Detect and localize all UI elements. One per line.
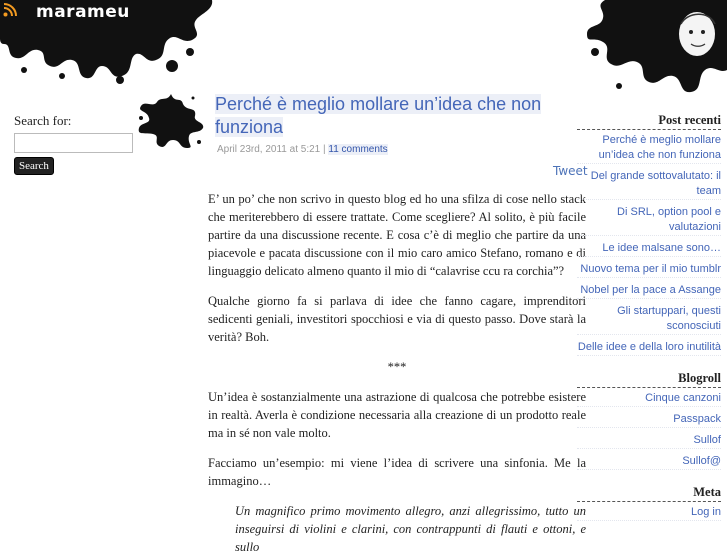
recent-posts-widget	[577, 112, 721, 356]
right-sidebar	[577, 112, 721, 535]
search-widget	[14, 113, 144, 175]
post-meta	[217, 144, 388, 155]
meta-widget	[577, 484, 721, 521]
post-date: April 23rd, 2011 at 5:21	[217, 144, 321, 155]
site-title[interactable]: marameu	[36, 2, 130, 22]
recent-post-link[interactable]: Del grande sottovalutato: il team	[577, 169, 721, 200]
search-button[interactable]: Search	[14, 157, 54, 175]
post-paragraph: E’ un po’ che non scrivo in questo blog ed ho una sfilza di cose nello stack che meriterebbero di essere trattate. Come scegliere? Al solito, è più facile partire da una discussione recente. E cosa c’è di meglio che partire da una piacevole e pacata discussione con il mio caro amico Stefano, romano e di linguaggio delicato almeno quanto il mio di “calavrise ccu ra corchia”?	[208, 192, 586, 278]
recent-post-link[interactable]: Di SRL, option pool e valutazioni	[577, 205, 721, 236]
blogroll-link[interactable]: Cinque canzoni	[577, 391, 721, 407]
post-paragraph: Un’idea è sostanzialmente una astrazione di qualcosa che potrebbe esistere in realtà. Averla è condizione necessaria alla creazione di un prodotto reale ma in sé non vale molto.	[208, 390, 586, 440]
recent-post-link[interactable]: Perché è meglio mollare un’idea che non funziona	[577, 133, 721, 164]
recent-post-link[interactable]: Gli startuppari, questi sconosciuti	[577, 304, 721, 335]
search-input[interactable]	[14, 133, 133, 153]
blogroll-link[interactable]: Sullof	[577, 433, 721, 449]
recent-post-link[interactable]: Nuovo tema per il mio tumblr	[577, 262, 721, 278]
search-label: Search for:	[14, 113, 72, 128]
meta-separator: |	[323, 144, 326, 155]
blogroll-link[interactable]: Passpack	[577, 412, 721, 428]
blogroll-link[interactable]: Sullof@	[577, 454, 721, 470]
post-quote: Un magnifico primo movimento allegro, anzi allegrissimo, tutto un inseguirsi di violini e clarini, con contrappunti di flauti e ottoni, e sullo	[235, 504, 586, 554]
post-body	[208, 190, 586, 556]
portrait-sketch	[679, 12, 715, 56]
meta-title: Meta	[577, 484, 721, 502]
comments-link[interactable]: 11 comments	[328, 144, 388, 155]
blogroll-widget	[577, 370, 721, 470]
post-title[interactable]	[215, 93, 570, 139]
tweet-button[interactable]: Tweet	[553, 164, 588, 178]
recent-post-link[interactable]: Nobel per la pace a Assange	[577, 283, 721, 299]
blogroll-title: Blogroll	[577, 370, 721, 388]
recent-posts-title: Post recenti	[577, 112, 721, 130]
rss-icon[interactable]	[3, 3, 17, 17]
section-divider: ***	[387, 360, 407, 374]
corner-ink-splash	[585, 0, 727, 95]
login-link[interactable]: Log in	[577, 505, 721, 521]
post-title-link[interactable]: Perché è meglio mollare un’idea che non funziona	[215, 94, 542, 137]
post-paragraph: Facciamo un’esempio: mi viene l’idea di scrivere una sinfonia. Me la immagino…	[208, 456, 586, 488]
recent-post-link[interactable]: Le idee malsane sono…	[577, 241, 721, 257]
post-ink-splash	[133, 90, 207, 152]
recent-post-link[interactable]: Delle idee e della loro inutilità	[577, 340, 721, 356]
post-paragraph: Qualche giorno fa si parlava di idee che fanno cagare, imprenditori sedicenti geniali, investitori spocchiosi e via di questo passo. Dove starà la verità? Boh.	[208, 294, 586, 344]
